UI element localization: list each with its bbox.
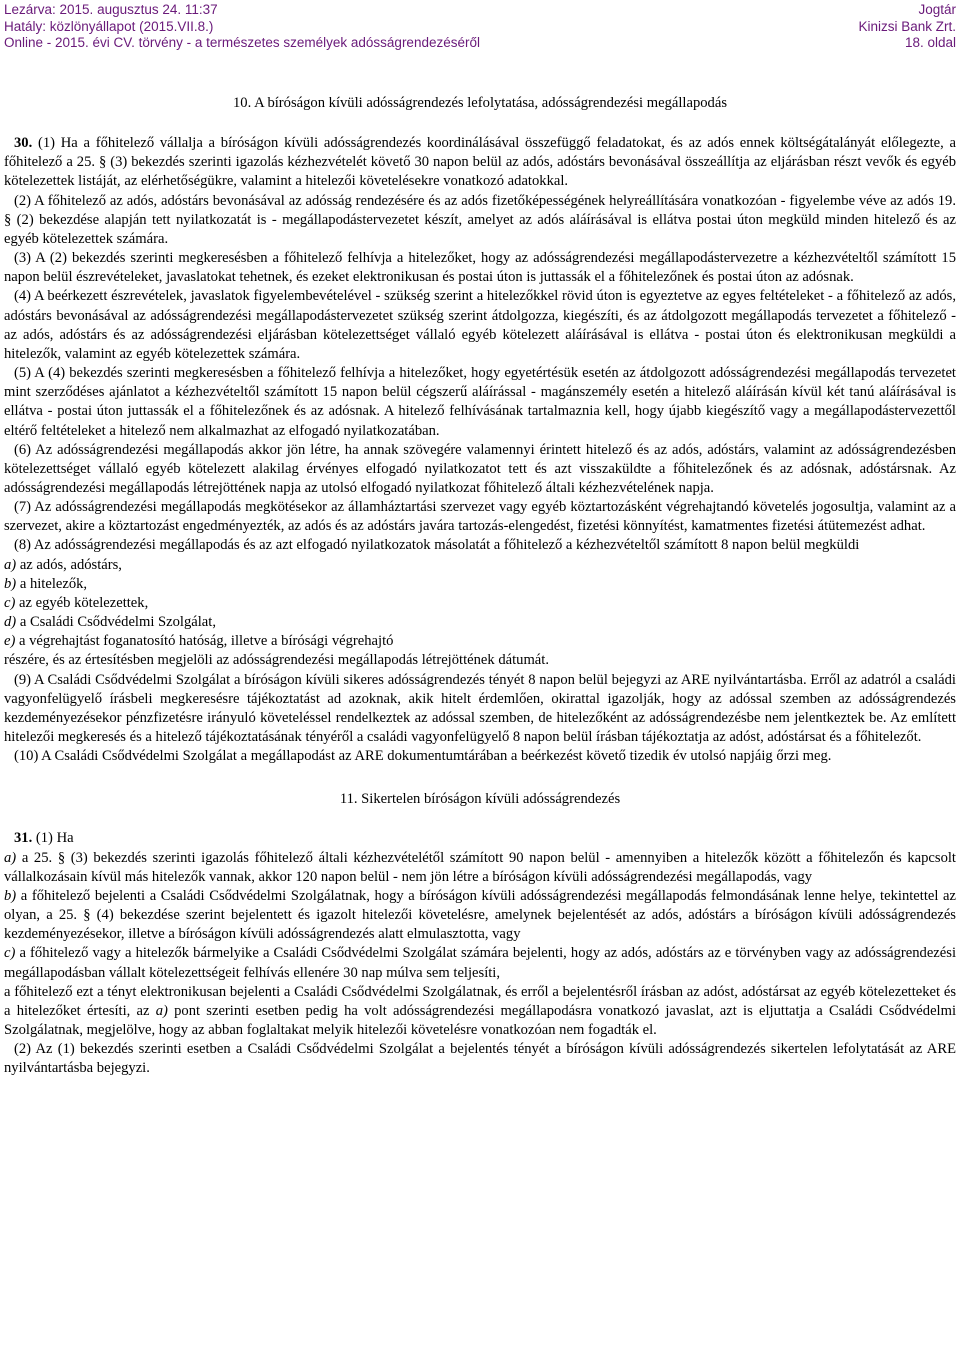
header-law-title: Online - 2015. évi CV. törvény - a természetes személyek adósságrendezéséről [4,35,480,50]
article-30-para-1: 30. (1) Ha a főhitelező vállalja a bíróságon kívüli adósságrendezés koordinálásával összefüggő feladatokat, és az adós ennek költségátalányát előlegezte, a főhitelező a 25. § (3) bekezdés szerinti igazolás kézhezvételét követő 30 napon belül az adós, adóstárs bevonásával összeállítja az eljárásban részt vevők és egyéb kötelezettek listáját, az elérhetőségükre, valamint a hitelezői követelésekre vonatkozó adatokkal. [4,135,956,190]
article-30-para-8-end: részére, és az értesítésben megjelöli az adósságrendezési megállapodás létrejöttének dátumát. [4,652,549,669]
list-item-c: c) az egyéb kötelezettek, [4,594,149,611]
list-item-a: a) az adós, adóstárs, [4,556,122,573]
article-31-point-b: b) a főhitelező bejelenti a Családi Csődvédelmi Szolgálatnak, hogy a bíróságon kívüli adósságrendezési megállapodás felmondásának lenne helye, tekintettel az olyan, a 25. § (4) bekezdése szerint bejelentett és igazolt hitelezői követelésre, amelynek bejelentését az adós, adóstárs a bíróságon kívüli adósságrendezés kezdeményezésekor, illetve a bíróságon kívüli adósságrendezés alatt elmulasztotta, vagy [4,887,956,943]
list-item-b: b) a hitelezők, [4,575,88,592]
section-title-10: 10. A bíróságon kívüli adósságrendezés lefolytatása, adósságrendezési megállapodás [232,95,727,111]
article-31-number: 31. [14,830,33,847]
document-body [4,94,956,1079]
header-effect-state: Hatály: közlönyállapot (2015.VII.8.) [4,18,214,34]
article-30-para-3: (3) A (2) bekezdés szerinti megkeresésben a főhitelező felhívja a hitelezőket, hogy az adósságrendezési megállapodástervezetre a kézhezvételtől számított 15 napon belül észrevételeket, javaslatokat tehetnek, és ezeket elektronikusan és postai úton is juttassák el a főhitelezőnek és postai úton az adósnak. [4,250,956,286]
page-header [4,2,956,56]
article-31-closing: a főhitelező ezt a tényt elektronikusan bejelenti a Családi Csődvédelmi Szolgálatnak, és erről a bejelentésről írásban az adóst, adóstársat az egyéb kötelezetteket és a hitelezőket értesíti, az a) pont szerinti esetben pedig ha volt adósságrendezési megállapodásra vonatkozó javaslat, azt is eljuttatja a Családi Csődvédelmi Szolgálatnak, megjelölve, hogy az abban foglaltakat melyik hitelezői követelésre vonatkozóan nem fogadták el. [4,983,957,1039]
header-left [4,2,480,52]
article-30-para-7: (7) Az adósságrendezési megállapodás megkötésekor az államháztartási szervezet vagy egyéb köztartozásként végrehajtandó követelés jogosultja, valamint az a szervezet, akire a köztartozást engedményezték, az adós és az adóstárs javára tartozás-elengedést, fizetési könnyítést, kamatmentes fizetési átütemezést adhat. [4,499,956,535]
header-right [858,2,956,52]
list-item-d: d) a Családi Csődvédelmi Szolgálat, [4,614,216,631]
article-30-para-5: (5) A (4) bekezdés szerinti megkeresésben a főhitelező felhívja a hitelezőket, hogy egyetértésük esetén az átdolgozott adósságrendezési megállapodás tervezetet mint szerződéses ajánlatot a kézhezvételtől számított 15 napon belül cégszerű aláírással - magánszemély esetén a hitelező aláírásán kívül két tanú aláírásával is ellátva - postai úton juttassák el a főhitelezőnek és az adósnak. A hitelező felhívásának tartalmaznia kell, hogy újabb kiegészítő vagy a megállapodástervezettől eltérő feltételeket a hitelező nem alkalmazhat az elfogadó nyilatkozatában. [4,365,956,439]
article-30-para-2: (2) A főhitelező az adós, adóstárs bevonásával az adósság rendezésére és az adós fizetőképességének helyreállítására vonatkozóan - figyelembe véve az adós 19. § (2) bekezdése alapján tett nyilatkozatát is - megállapodástervezetet készít, amelyet az adós aláírásával is ellátva postai úton megküld minden hitelező és az egyéb kötelezettek számára. [4,192,956,247]
article-30-para-8: (8) Az adósságrendezési megállapodás és az azt elfogadó nyilatkozatok másolatát a főhitelező a kézhezvételtől számított 8 napon belül megküldi [14,537,860,554]
article-31-para-2: (2) Az (1) bekezdés szerinti esetben a Családi Csődvédelmi Szolgálat a bejelentés tényét a bíróságon kívüli adósságrendezés sikertelen lefolytatását az ARE nyilvántartásba bejegyzi. [4,1041,956,1077]
header-page-number: 18. oldal [904,35,956,50]
header-owner: Kinizsi Bank Zrt. [858,18,956,34]
article-30-para-10: (10) A Családi Csődvédelmi Szolgálat a megállapodást az ARE dokumentumtárában a beérkezést követő tizedik év utolsó napjáig őrzi meg. [14,748,832,765]
header-brand: Jogtár [918,2,956,17]
article-30-para-9: (9) A Családi Csődvédelmi Szolgálat a bíróságon kívüli sikeres adósságrendezés tényét 8 napon belül bejegyzi az ARE nyilvántartásba. Erről az adatról a családi vagyonfelügyelő írásbeli megkeresésre tájékoztatást ad azoknak, akik hitelt érdemlően, okirattal igazolják, hogy az adóssal szemben az adósságrendezés kezdeményezésekor pénzfizetésre irányuló követeléssel rendelkeztek az adóssal szemben, de hitelezőként az adósságrendezésbe nem jelentkeztek be. Az említett hitelezői megkeresés és a hitelező tájékoztatásának tényéről a családi vagyonfelügyelő 8 napon belül írásban tájékoztatja az adóst, adóstársat és a főhitelezőt. [4,671,956,745]
section-title-11: 11. Sikertelen bíróságon kívüli adósságrendezés [339,791,621,808]
article-30-para-4: (4) A beérkezett észrevételek, javaslatok figyelembevételével - szükség szerint a hitelezőkkel rövid úton is egyeztetve az egyes feltételeket - a főhitelező az adós, adóstárs bevonásával az adósságrendezési megállapodástervezetet szükség szerint átdolgozza, kiegészíti, és az átdolgozott megállapodás tervezetet a főhitelező - az adós, adóstárs és az adósságrendezési eljárásban kötelezettséget vállaló egyéb kötelezett aláírásával is ellátva - postai úton és elektronikusan megküldi a hitelezők, valamint az egyéb kötelezettek számára. [4,288,956,362]
header-closed-date: Lezárva: 2015. augusztus 24. 11:37 [4,2,218,17]
article-30-number: 30. [14,135,33,152]
article-31-point-c: c) a főhitelező vagy a hitelezők bármelyike a Családi Csődvédelmi Szolgálat számára bejelenti, hogy az adós, adóstárs az e törvényben vagy az adósságrendezési megállapodásban vállalt kötelezettségeit felhívás ellenére 30 nap múlva sem teljesíti, [4,945,956,981]
list-item-e: e) a végrehajtást foganatosító hatóság, illetve a bírósági végrehajtó [4,633,394,650]
article-31-point-a: a) a 25. § (3) bekezdés szerinti igazolás főhitelező általi kézhezvételétől számított 90 napon belül - amennyiben a hitelezők között a főhitelezőn és kapcsolt vállalkozásain kívül más hitelezők vannak, akkor 120 napon belül - nem jön létre a bíróságon kívüli adósságrendezési megállapodás, vagy [4,849,956,885]
article-30-para-6: (6) Az adósságrendezési megállapodás akkor jön létre, ha annak szövegére valamennyi érintett hitelező és az adós, adóstárs, valamint az adósságrendezésben kötelezettséget vállaló egyéb kötelezett alakilag érvényes elfogadó nyilatkozatot tett és azt visszaküldte a főhitelezőnek és az adósnak, adóstársnak. Az adósságrendezési megállapodás létrejöttének napja az utolsó elfogadó nyilatkozat főhitelező általi kézhezvételének napja. [4,441,956,496]
article-31-intro: 31. (1) Ha [14,830,74,847]
